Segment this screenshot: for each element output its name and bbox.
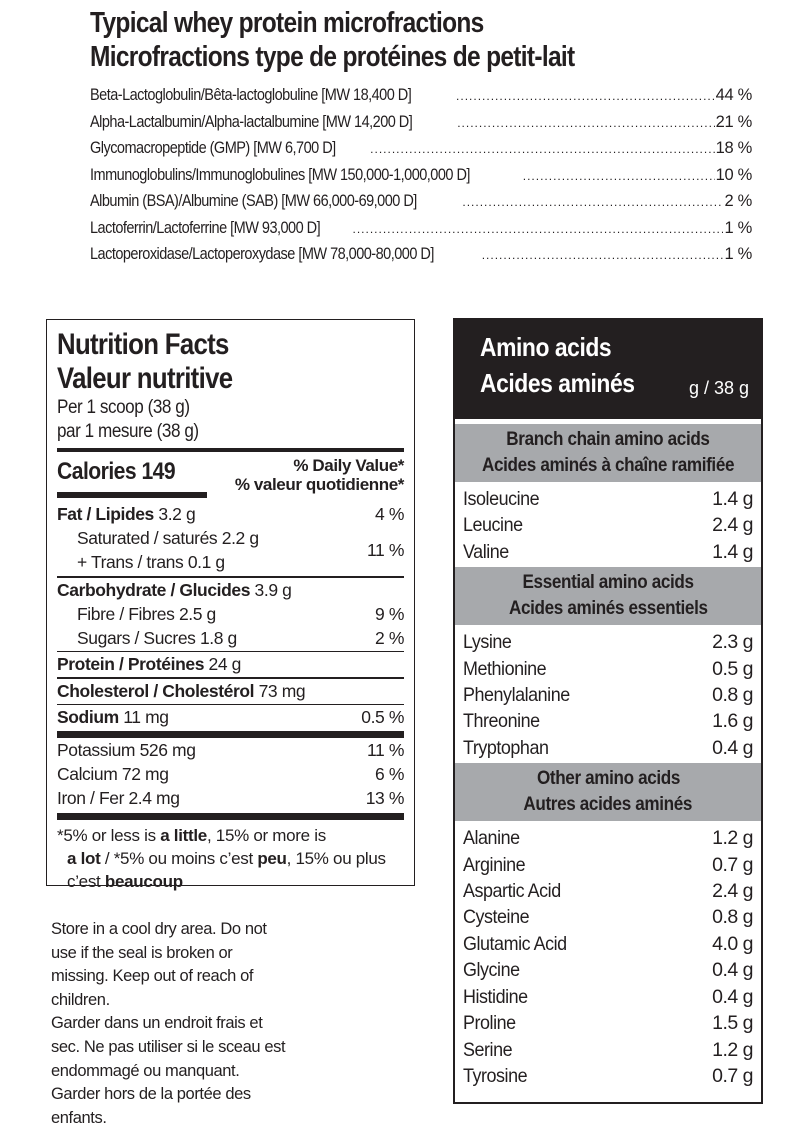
- amino-value: 1.4 g: [712, 540, 753, 563]
- amino-value: 1.2 g: [712, 1038, 753, 1061]
- daily-value-header: [235, 456, 404, 494]
- nutrient-amount: 11 mg: [123, 707, 169, 727]
- nutrient-amount: 24 g: [208, 654, 241, 674]
- list-item: [463, 984, 753, 1010]
- amino-unit: g / 38 g: [688, 378, 749, 398]
- nutrient-dv: 2 %: [375, 627, 404, 648]
- amino-name: Serine: [463, 1038, 513, 1061]
- list-item: [463, 878, 753, 904]
- list-item: [463, 1010, 753, 1036]
- nutrient-dv: 6 %: [375, 764, 404, 784]
- nutrient-amount: 1.8 g: [199, 627, 237, 648]
- amino-name: Glycine: [463, 959, 520, 982]
- list-item: [90, 139, 752, 166]
- iron-row: [57, 786, 404, 810]
- divider: [57, 492, 207, 498]
- storage-line: enfants.: [51, 1108, 107, 1127]
- storage-instructions: [51, 918, 341, 1130]
- amino-name: Proline: [463, 1012, 516, 1035]
- sodium-row: [57, 705, 404, 729]
- list-item: [463, 512, 753, 538]
- amino-value: 4.0 g: [712, 932, 753, 955]
- item-value: 18 %: [715, 139, 752, 157]
- storage-line: Store in a cool dry area. Do not: [51, 920, 267, 938]
- storage-line: Garder hors de la portée des: [51, 1085, 251, 1104]
- daily-value-footnote: [57, 820, 404, 893]
- group-header-bcaa: [455, 424, 761, 482]
- nutrient-dv: 4 %: [375, 504, 404, 524]
- calcium-row: [57, 762, 404, 786]
- list-item: [463, 1037, 753, 1063]
- nutrient-label: Fat / Lipides: [57, 504, 154, 524]
- amino-value: 2.4 g: [712, 880, 753, 903]
- dot-leader: [462, 195, 723, 209]
- microfractions-title-en: Typical whey protein microfractions: [90, 7, 484, 39]
- nutrient-amount: 73 mg: [258, 680, 306, 701]
- list-item: [90, 192, 752, 219]
- nutrient-label: Sodium: [57, 707, 119, 727]
- nutrient-amount: 3.2 g: [158, 504, 196, 524]
- nutrient-label: Fibre / Fibres: [77, 603, 175, 624]
- list-item: [463, 904, 753, 930]
- amino-title-en: Amino acids: [480, 332, 612, 362]
- sugars-row: [57, 626, 404, 650]
- divider: [57, 731, 404, 738]
- amino-value: 2.4 g: [712, 514, 753, 537]
- item-value: 2 %: [724, 192, 752, 210]
- nutrition-facts-panel: [46, 319, 415, 891]
- amino-value: 0.5 g: [712, 657, 753, 680]
- nutrient-label: Sugars / Sucres: [77, 627, 196, 648]
- nutrient-label: Calcium: [57, 764, 118, 784]
- saturated-row: [57, 526, 259, 550]
- nutrient-label: Carbohydrate / Glucides: [57, 579, 251, 600]
- amino-name: Isoleucine: [463, 488, 540, 510]
- fat-row: [57, 502, 404, 526]
- storage-line: sec. Ne pas utiliser si le sceau est: [51, 1037, 286, 1056]
- item-value: 44 %: [715, 86, 752, 104]
- list-item: [463, 682, 753, 708]
- list-item: [463, 539, 753, 565]
- dot-leader: [457, 116, 714, 130]
- nutrient-dv: 13 %: [365, 788, 404, 808]
- group-list-bcaa: [455, 482, 761, 567]
- nutrient-dv: 11 %: [367, 540, 404, 560]
- amino-value: 0.4 g: [712, 985, 753, 1008]
- group-title-fr: Acides aminés à chaîne ramifiée: [481, 455, 735, 476]
- group-list-other: [455, 821, 761, 1091]
- nutrient-label: Iron / Fer: [57, 788, 124, 808]
- nutrient-label: Potassium: [57, 740, 136, 760]
- microfractions-title-fr: Microfractions type de protéines de petit-lait: [90, 41, 575, 73]
- list-item: [463, 629, 753, 655]
- list-item: [90, 86, 752, 113]
- list-item: [90, 166, 752, 193]
- dot-leader: [353, 222, 724, 236]
- nutrient-label: Cholesterol / Cholestérol: [57, 680, 255, 701]
- trans-row: [57, 550, 259, 574]
- microfractions-list: [90, 86, 752, 272]
- amino-acids-panel: [453, 318, 763, 1104]
- list-item: [463, 656, 753, 682]
- nutrition-title-fr: Valeur nutritive: [57, 362, 233, 395]
- storage-line: children.: [51, 990, 110, 1009]
- calories-row: [57, 452, 404, 502]
- dot-leader: [482, 248, 724, 262]
- nutrient-amount: 2.5 g: [178, 603, 216, 624]
- amino-title-fr: Acides aminés: [480, 368, 635, 398]
- daily-value-en: % Daily Value*: [293, 456, 404, 475]
- protein-row: [57, 652, 404, 676]
- amino-name: Arginine: [463, 853, 526, 876]
- storage-line: Garder dans un endroit frais et: [51, 1014, 263, 1033]
- calories-label: Calories 149: [57, 458, 176, 485]
- item-name: Lactoperoxidase/Lactoperoxydase [MW 78,000-80,000 D]: [90, 245, 434, 263]
- footnote-bold: a lot: [67, 849, 101, 868]
- sat-trans-group: [57, 526, 404, 574]
- nutrient-dv: 0.5 %: [361, 707, 404, 727]
- list-item: [90, 219, 752, 246]
- item-value: 21 %: [715, 112, 752, 131]
- nutrient-dv: 9 %: [375, 603, 404, 624]
- item-value: 10 %: [715, 165, 752, 184]
- list-item: [463, 931, 753, 957]
- nutrient-label: + Trans / trans: [77, 552, 184, 572]
- footnote-bold: a little: [160, 826, 207, 845]
- nutrient-amount: 72 mg: [121, 764, 169, 784]
- amino-value: 1.6 g: [712, 710, 753, 733]
- dot-leader: [456, 89, 715, 103]
- amino-value: 0.8 g: [712, 684, 753, 707]
- footnote-text: c’est: [67, 872, 105, 891]
- footnote-text: / *5% ou moins c’est: [100, 849, 258, 868]
- amino-name: Lysine: [463, 631, 512, 654]
- nutrient-label: Saturated / saturés: [77, 528, 218, 548]
- item-name: Immunoglobulins/Immunoglobulines [MW 150,000-1,000,000 D]: [90, 165, 470, 184]
- dot-leader: [523, 169, 715, 183]
- nutrition-title-en: Nutrition Facts: [57, 328, 229, 361]
- amino-name: Tryptophan: [463, 736, 549, 759]
- list-item: [463, 1063, 753, 1089]
- fibre-row: [57, 602, 404, 626]
- storage-line: missing. Keep out of reach of: [51, 967, 254, 986]
- amino-name: Valine: [463, 540, 509, 563]
- amino-name: Methionine: [463, 657, 547, 680]
- amino-name: Alanine: [463, 827, 520, 850]
- amino-name: Aspartic Acid: [463, 880, 561, 903]
- microfractions-section: [90, 6, 752, 272]
- list-item: [90, 113, 752, 140]
- amino-value: 0.4 g: [712, 959, 753, 982]
- nutrient-label: Protein / Protéines: [57, 654, 205, 674]
- divider: [57, 813, 404, 820]
- list-item: [463, 852, 753, 878]
- amino-value: 0.7 g: [712, 1064, 753, 1087]
- item-name: Beta-Lactoglobulin/Bêta-lactoglobuline [MW 18,400 D]: [90, 86, 412, 104]
- nutrient-amount: 2.2 g: [221, 528, 259, 548]
- item-name: Alpha-Lactalbumin/Alpha-lactalbumine [MW 14,200 D]: [90, 112, 413, 131]
- nutrient-amount: 3.9 g: [254, 579, 292, 600]
- amino-value: 1.2 g: [712, 827, 753, 850]
- list-item: [463, 735, 753, 761]
- daily-value-fr: % valeur quotidienne*: [234, 475, 404, 494]
- item-name: Glycomacropeptide (GMP) [MW 6,700 D]: [90, 139, 336, 157]
- serving-size-en: Per 1 scoop (38 g): [57, 397, 190, 418]
- amino-value: 1.4 g: [712, 488, 753, 510]
- storage-line: use if the seal is broken or: [51, 943, 233, 962]
- item-name: Lactoferrin/Lactoferrine [MW 93,000 D]: [90, 218, 321, 237]
- group-title-en: Other amino acids: [536, 768, 680, 790]
- item-name: Albumin (BSA)/Albumine (SAB) [MW 66,000-69,000 D]: [90, 192, 417, 210]
- group-title-en: Essential amino acids: [522, 572, 694, 594]
- amino-name: Leucine: [463, 514, 523, 537]
- amino-name: Phenylalanine: [463, 684, 570, 707]
- amino-name: Cysteine: [463, 906, 530, 929]
- serving-size-fr: par 1 mesure (38 g): [57, 421, 199, 442]
- amino-value: 1.5 g: [712, 1012, 753, 1035]
- list-item: [463, 825, 753, 851]
- amino-acids-header: [455, 320, 761, 419]
- group-header-essential: [455, 567, 761, 625]
- amino-name: Glutamic Acid: [463, 932, 567, 955]
- footnote-text: *5% or less is: [57, 826, 161, 845]
- potassium-row: [57, 738, 404, 762]
- cholesterol-row: [57, 679, 404, 703]
- item-value: 1 %: [724, 245, 752, 263]
- list-item: [463, 486, 753, 512]
- footnote-bold: peu: [257, 849, 287, 868]
- item-value: 1 %: [724, 218, 752, 237]
- list-item: [463, 708, 753, 734]
- nutrient-amount: 2.4 mg: [128, 788, 180, 808]
- list-item: [463, 957, 753, 983]
- group-header-other: [455, 763, 761, 821]
- storage-line: endommagé ou manquant.: [51, 1061, 240, 1080]
- dot-leader: [370, 142, 714, 156]
- amino-name: Histidine: [463, 985, 528, 1008]
- group-title-en: Branch chain amino acids: [506, 429, 710, 450]
- nutrient-amount: 0.1 g: [187, 552, 225, 572]
- nutrient-dv: 11 %: [367, 740, 404, 760]
- amino-value: 0.8 g: [712, 906, 753, 929]
- list-item: [90, 245, 752, 272]
- amino-name: Tyrosine: [463, 1064, 528, 1087]
- carbohydrate-row: [57, 578, 404, 602]
- amino-value: 0.7 g: [712, 853, 753, 876]
- amino-value: 0.4 g: [712, 736, 753, 759]
- group-title-fr: Autres acides aminés: [523, 794, 693, 816]
- group-title-fr: Acides aminés essentiels: [508, 598, 708, 620]
- footnote-text: , 15% or more is: [206, 826, 326, 845]
- footnote-bold: beaucoup: [104, 872, 183, 891]
- nutrient-amount: 526 mg: [139, 740, 196, 760]
- footnote-text: , 15% ou plus: [286, 849, 386, 868]
- group-list-essential: [455, 625, 761, 763]
- amino-name: Threonine: [463, 710, 540, 733]
- amino-value: 2.3 g: [712, 631, 753, 654]
